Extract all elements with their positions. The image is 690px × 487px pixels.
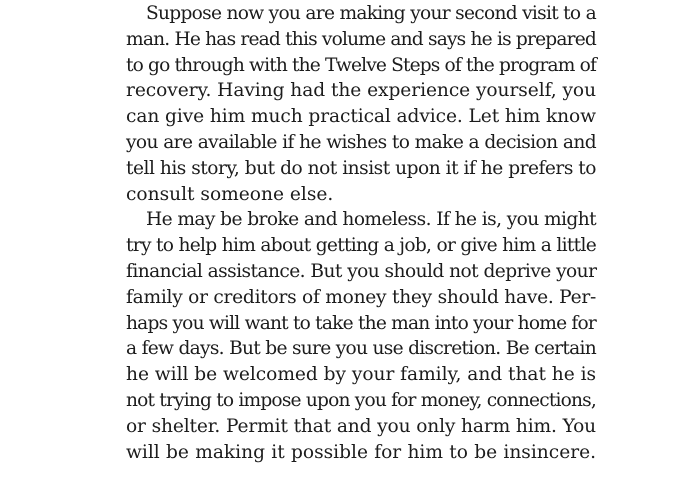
text-line: will be making it possible for him to be insincere.: [126, 441, 596, 463]
text-line: family or creditors of money they should have. Per-: [126, 286, 596, 308]
text-line: you are available if he wishes to make a decision and: [126, 131, 596, 153]
book-page: [126, 1, 596, 465]
text-line: man. He has read this volume and says he is prepared: [126, 28, 596, 50]
text-line: financial assistance. But you should not deprive your: [126, 260, 597, 282]
text-line: to go through with the Twelve Steps of the program of: [126, 54, 596, 76]
text-line: not trying to impose upon you for money, connections,: [126, 389, 596, 411]
text-line: or shelter. Permit that and you only harm him. You: [126, 415, 596, 437]
text-line: recovery. Having had the experience yourself, you: [126, 80, 596, 102]
text-line: try to help him about getting a job, or give him a little: [126, 235, 596, 257]
text-line: haps you will want to take the man into your home for: [126, 312, 596, 334]
text-line: consult someone else.: [126, 183, 334, 205]
text-line: he will be welcomed by your family, and that he is: [126, 364, 596, 386]
text-line: can give him much practical advice. Let him know: [126, 106, 596, 128]
text-line: a few days. But be sure you use discretion. Be certain: [126, 338, 596, 360]
text-line: tell his story, but do not insist upon it if he prefers to: [126, 157, 596, 179]
text-line: Suppose now you are making your second visit to a: [146, 3, 596, 24]
paragraph-1: [126, 1, 596, 207]
text-line: He may be broke and homeless. If he is, you might: [146, 209, 596, 231]
paragraph-2: [126, 207, 596, 465]
